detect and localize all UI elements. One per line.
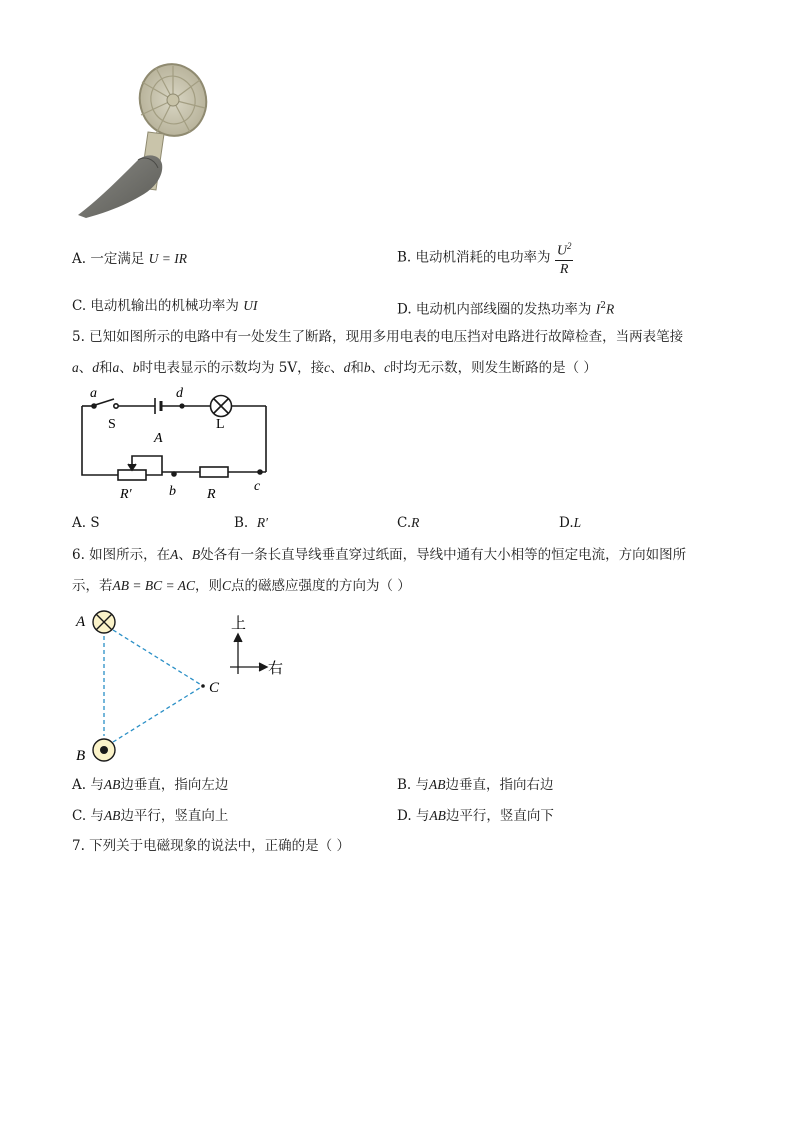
q6-option-c <box>72 807 228 825</box>
q4-option-b-numerator: U <box>556 243 567 259</box>
q6-option-b-text: 边垂直，指向右边 <box>445 777 554 793</box>
q5-label-c: c <box>254 479 261 494</box>
q5-label-b: b <box>169 484 176 499</box>
q4-option-d-formula-i: I <box>595 301 601 317</box>
q5-text: 和 <box>350 360 364 376</box>
q6-option-b-prefix: B. 与 <box>397 777 430 793</box>
q5-text: 、 <box>78 360 93 376</box>
q4-option-d-formula-r: R <box>605 301 615 317</box>
q6-text: 、 <box>178 547 192 563</box>
q6-option-a <box>72 776 228 794</box>
q6-text: 示，若 <box>72 578 113 594</box>
q6-option-d-var: AB <box>429 808 446 823</box>
q6-var-b: B <box>191 547 201 562</box>
q6-line-2 <box>72 577 411 595</box>
q5-var-b: b <box>132 360 140 375</box>
q4-option-d-text: D. 电动机内部线圈的发热功率为 <box>397 301 592 318</box>
q5-option-b-prefix: B. <box>234 515 249 531</box>
q4-option-b-denominator: R <box>559 261 569 277</box>
q5-var-c: c <box>384 360 391 375</box>
q5-var-c: c <box>324 360 331 375</box>
q6-line-1 <box>72 546 686 564</box>
q6-option-c-var: AB <box>103 808 121 823</box>
q5-var-a: a <box>72 360 79 375</box>
q4-option-a-formula: U = IR <box>148 251 187 266</box>
wire-b-out-of-page-icon <box>93 739 115 761</box>
q5-circuit-diagram <box>70 386 280 510</box>
q6-option-d-prefix: D. 与 <box>397 808 430 824</box>
handheld-fan-photo <box>78 60 218 220</box>
q5-label-s: S <box>108 417 116 432</box>
q6-option-a-text: 边垂直，指向左边 <box>120 777 229 793</box>
q6-option-b <box>397 776 554 794</box>
q6-text: 点的磁感应强度的方向为（ ） <box>231 578 411 594</box>
q6-wire-diagram <box>70 604 290 770</box>
q5-text: 时电表显示的示数均为 5V，接 <box>139 360 325 376</box>
q5-text: 时均无示数，则发生断路的是（ ） <box>390 360 597 376</box>
q5-label-r: R <box>207 487 216 502</box>
q6-label-up: 上 <box>231 616 247 632</box>
q6-option-c-prefix: C. 与 <box>72 808 104 824</box>
q5-option-b <box>234 514 268 532</box>
q5-text: 、 <box>119 360 133 376</box>
q7-question: 7. 下列关于电磁现象的说法中，正确的是（ ） <box>72 838 350 854</box>
q5-option-c-value: R <box>411 515 420 530</box>
q6-option-a-prefix: A. 与 <box>72 777 104 793</box>
q6-option-b-var: AB <box>429 777 446 792</box>
q5-text: 、 <box>330 360 344 376</box>
q4-option-a <box>72 250 187 268</box>
q5-text: 、 <box>370 360 385 376</box>
point-c <box>201 684 205 688</box>
q4-option-b <box>397 238 573 278</box>
q4-option-c <box>72 297 257 315</box>
q5-var-d: d <box>343 360 351 375</box>
q5-line-1: 5. 已知如图所示的电路中有一处发生了断路，现用多用电表的电压挡对电路进行故障检查，当两表笔接 <box>72 329 684 345</box>
q6-text: ，则 <box>194 578 222 594</box>
q5-option-a: A. S <box>72 515 100 531</box>
q5-option-d-prefix: D. <box>559 515 574 531</box>
q5-label-a: a <box>90 386 97 401</box>
q6-option-c-text: 边平行，竖直向上 <box>120 808 229 824</box>
q6-text: 处各有一条长直导线垂直穿过纸面，导线中通有大小相等的恒定电流，方向如图所 <box>200 547 687 563</box>
q6-text: 6. 如图所示，在 <box>72 547 171 563</box>
q6-triangle <box>104 630 203 742</box>
q6-option-d-text: 边平行，竖直向下 <box>445 808 554 824</box>
q6-label-right: 右 <box>268 661 284 677</box>
q5-option-c-prefix: C. <box>397 515 412 531</box>
q4-option-c-text: C. 电动机输出的机械功率为 <box>72 298 239 314</box>
q5-label-node-a: A <box>154 431 163 446</box>
q4-option-b-text: B. 电动机消耗的电功率为 <box>397 249 551 266</box>
q5-label-d: d <box>176 386 183 401</box>
q5-var-d: d <box>92 360 99 375</box>
wire-a-into-page-icon <box>93 611 115 633</box>
q5-option-d <box>559 514 581 532</box>
q4-option-d <box>397 297 614 319</box>
q6-label-c: C <box>209 680 220 696</box>
q5-option-c <box>397 514 419 532</box>
q4-option-c-formula: UI <box>243 298 258 313</box>
q6-label-b: B <box>76 748 86 764</box>
q4-option-a-text: A. 一定满足 <box>72 251 145 267</box>
q4-option-b-fraction <box>555 238 574 278</box>
q5-line-2 <box>72 359 597 377</box>
q5-label-l: L <box>216 417 225 432</box>
q5-label-rheostat: R′ <box>120 487 132 502</box>
q4-option-d-exponent: 2 <box>600 301 606 311</box>
q5-option-d-value: L <box>573 515 582 530</box>
q5-text: 和 <box>99 360 113 376</box>
q5-var-b: b <box>363 360 371 375</box>
q6-option-a-var: AB <box>103 777 121 792</box>
q6-label-a: A <box>76 614 86 630</box>
q6-option-d <box>397 807 554 825</box>
q6-var-c: C <box>221 578 231 593</box>
q6-var-a: A <box>170 547 179 562</box>
q6-formula: AB = BC = AC <box>112 578 195 593</box>
q5-var-a: a <box>112 360 120 375</box>
q4-option-b-exponent: 2 <box>566 241 572 251</box>
direction-axes-icon <box>230 634 267 674</box>
q5-option-b-value: R′ <box>256 515 269 530</box>
